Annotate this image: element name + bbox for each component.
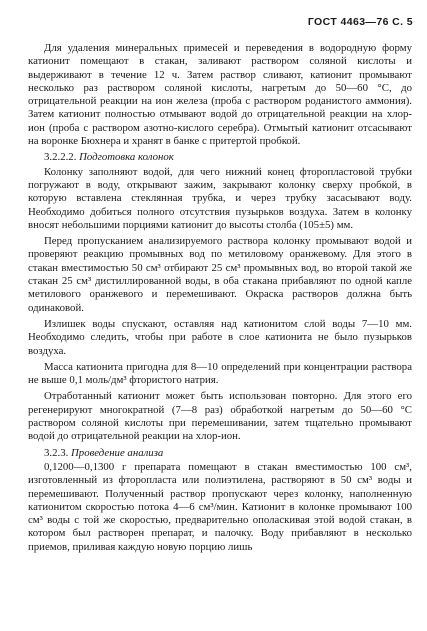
section-heading-column-prep bbox=[28, 151, 412, 164]
paragraph: Отработанный катионит может быть использован повторно. Для этого его регенерируют многократной (7—8 раз) обработкой нагретым до 50—60 °С раствором соляной кислоты при перемешивании, затем тщательно промывают водой до отрицательной реакции на хлор-ион. bbox=[28, 390, 412, 443]
section-title: Проведение анализа bbox=[71, 446, 164, 459]
paragraph: Масса катионита пригодна для 8—10 определений при концентрации раствора не выше 0,1 моль/дм³ фтористого натрия. bbox=[28, 360, 412, 387]
paragraph: Перед пропусканием анализируемого раствора колонку промывают водой и проверяют реакцию промывных вод по метиловому оранжевому. Для этого в стакан вместимостью 50 см³ отбирают 25 см³ промывных вод, во второй такой же стакан 25 см³ дистиллированной воды, в оба стакана прибавляют по одной капле метилового оранжевого и перемешивают. Окраска растворов должна быть одинаковой. bbox=[28, 235, 412, 314]
section-title: Подготовка колонок bbox=[79, 151, 174, 164]
section-heading-analysis bbox=[28, 447, 412, 460]
document-body bbox=[28, 42, 412, 557]
paragraph: Колонку заполняют водой, для чего нижний конец фторопластовой трубки погружают в воду, открывают зажим, закрывают колонку сверху пробкой, в которую вставлена стеклянная трубка, и через трубку засасывают воду. Необходимо добиться полного отсутствия пузырьков воздуха. Затем в колонку вносят небольшими порциями катионит до высоты столба (105±5) мм. bbox=[28, 165, 412, 231]
paragraph: 0,1200—0,1300 г препарата помещают в стакан вместимостью 100 см³, изготовленный из фторопласта или полиэтилена, растворяют в 50 см³ воды и перемешивают. Полученный раствор пропускают через колонку, наполненную катионитом скоростью потока 4—6 см³/мин. Катионит в колонке промывают 100 см³ воды с той же скоростью, предварительно ополаскивая этой водой стакан, в котором был растворен препарат, и палочку. Воду прибавляют в несколько приемов, приливая каждую новую порцию лишь bbox=[28, 460, 412, 553]
paragraph: Для удаления минеральных примесей и переведения в водородную форму катионит помещают в стакан, заливают раствором соляной кислоты и выдерживают в течение 12 ч. Затем раствор сливают, катионит промывают несколько раз раствором соляной кислоты, нагретым до 50—60 °С, до отрицательной реакции на ион железа (проба с раствором роданистого аммония). Затем катионит полностью отмывают водой до отрицательной реакции на хлор-ион (проба с раствором азотно-кислого серебра). Отмытый катионит отсасывают на воронке Бюхнера и хранят в банке с притертой пробкой. bbox=[28, 42, 412, 148]
section-number: 3.2.2.2. bbox=[44, 151, 77, 164]
paragraph: Излишек воды спускают, оставляя над катионитом слой воды 7—10 мм. Необходимо следить, чтобы при работе в слое катионита не было пузырьков воздуха. bbox=[28, 317, 412, 357]
page-header: ГОСТ 4463—76 С. 5 bbox=[307, 16, 413, 28]
section-number: 3.2.3. bbox=[44, 446, 69, 459]
